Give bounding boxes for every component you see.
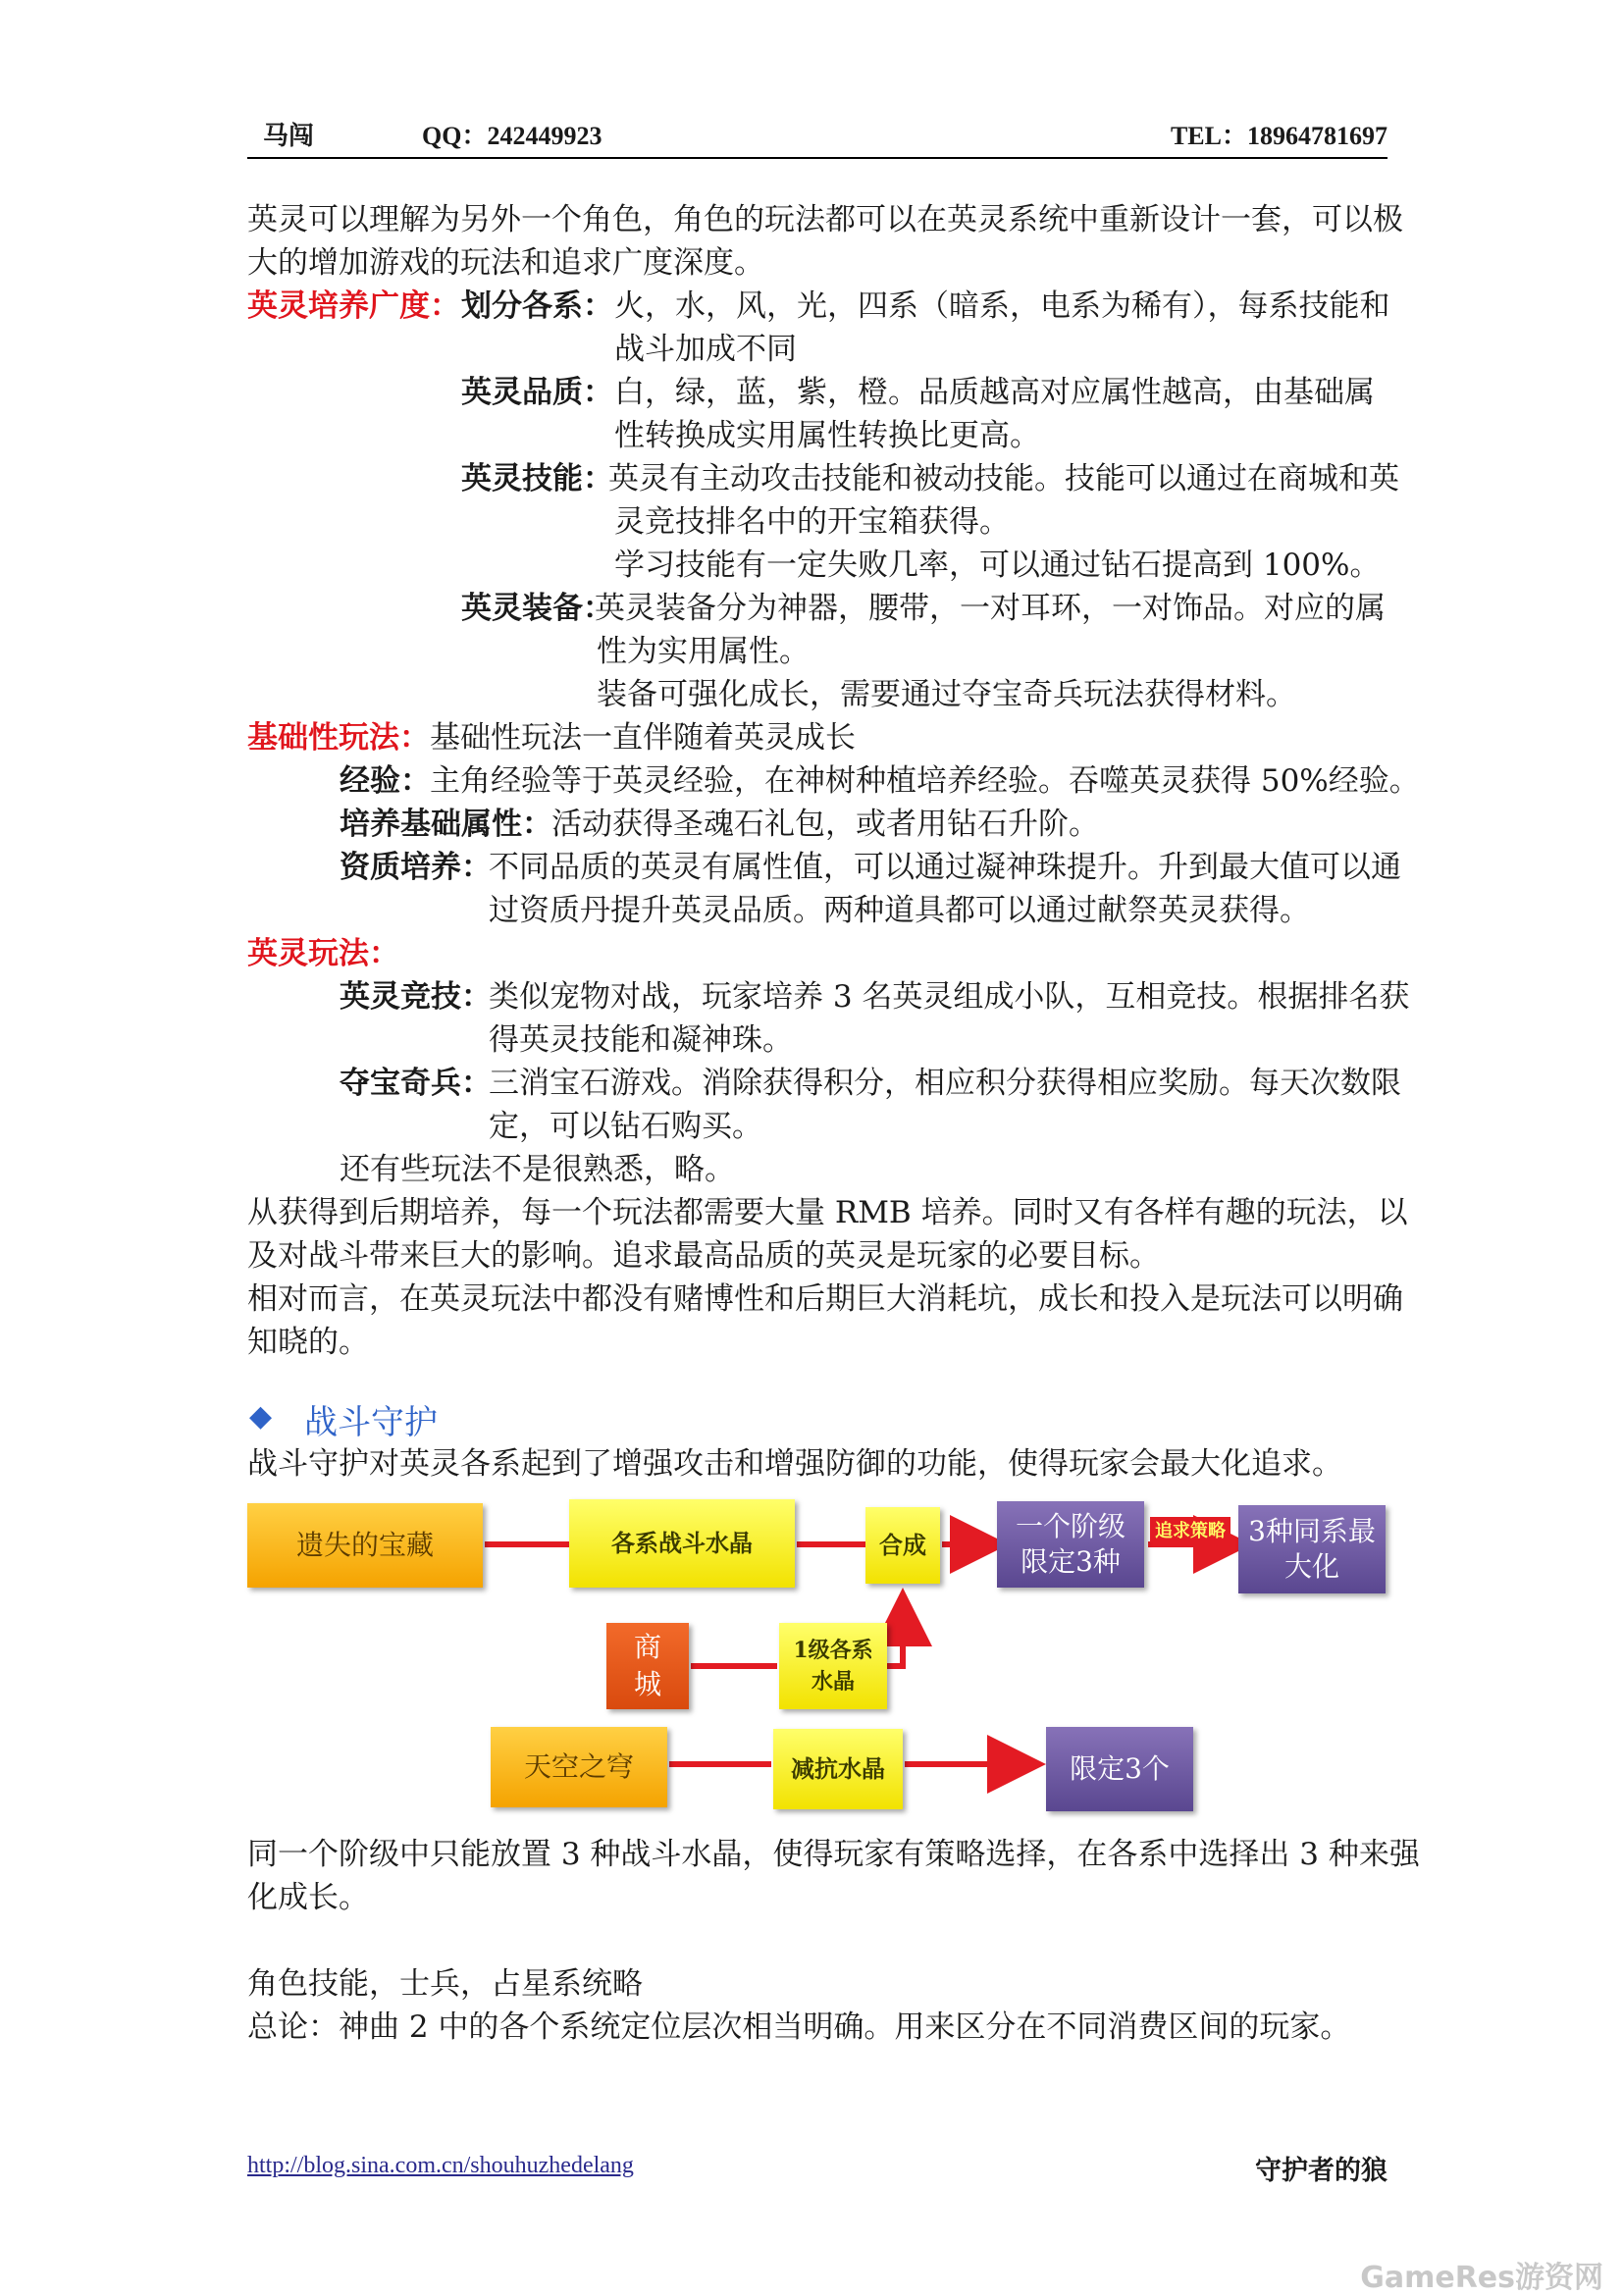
- box-shop: [606, 1623, 689, 1709]
- arrow-lvl1-to-synth: [887, 1605, 903, 1666]
- max-same-line-1: 3种同系最: [1248, 1515, 1376, 1547]
- box-lvl1-crystal: [779, 1623, 887, 1709]
- basic-label-aptitude: 资质培养：: [340, 850, 492, 885]
- play-treasure-line-2: 定，可以钻石购买。: [489, 1109, 762, 1144]
- box-limit-three: 限定3个: [1046, 1727, 1193, 1811]
- play-arena-line-1: 类似宠物对战，玩家培养 3 名英灵组成小队，互相竞技。根据排名获: [489, 979, 1410, 1015]
- breadth-quality-line-2: 性转换成实用属性转换比更高。: [614, 418, 1040, 453]
- basic-exp-line-1: 主角经验等于英灵经验，在神树种植培养经验。吞噬英灵获得 50%经验。: [430, 763, 1420, 799]
- box-resist-crystal: 减抗水晶: [773, 1729, 903, 1809]
- basic-heading-text: 基础性玩法一直伴随着英灵成长: [430, 720, 856, 756]
- lvl1-line-2: 水晶: [811, 1669, 855, 1695]
- stage-limit-line-1: 一个阶级: [1015, 1510, 1126, 1542]
- breadth-equipment-line-1: 英灵装备分为神器，腰带，一对耳环，一对饰品。对应的属: [595, 591, 1386, 626]
- diamond-bullet-icon: ◆: [249, 1399, 273, 1434]
- after-line-1: 同一个阶级中只能放置 3 种战斗水晶，使得玩家有策略选择，在各系中选择出 3 种来强: [247, 1837, 1420, 1872]
- battle-guard-title: 战斗守护: [304, 1403, 438, 1442]
- breadth-label-elements: 划分各系：: [461, 288, 613, 324]
- breadth-equipment-line-2: 性为实用属性。: [597, 634, 810, 669]
- shop-line-1: 商: [633, 1631, 661, 1663]
- box-lost-treasure: 遗失的宝藏: [247, 1503, 483, 1588]
- author-name: 马闯: [263, 122, 315, 150]
- basic-aptitude-line-2: 过资质丹提升英灵品质。两种道具都可以通过献祭英灵获得。: [489, 893, 1310, 928]
- lvl1-line-1: 1级各系: [793, 1638, 873, 1663]
- after-line-3: 角色技能，士兵，占星系统略: [247, 1966, 643, 2002]
- breadth-label-quality: 英灵品质：: [461, 375, 613, 410]
- basic-attributes-line-1: 活动获得圣魂石礼包，或者用钻石升阶。: [551, 807, 1099, 842]
- breadth-skills-line-2: 灵竞技排名中的开宝箱获得。: [614, 504, 1010, 540]
- intro-line-1: 英灵可以理解为另外一个角色，角色的玩法都可以在英灵系统中重新设计一套，可以极: [247, 202, 1403, 237]
- footer-author: 守护者的狼: [1255, 2156, 1387, 2186]
- qq-number: QQ：242449923: [422, 122, 602, 150]
- breadth-label-skills: 英灵技能：: [461, 461, 613, 496]
- box-synthesize: 合成: [865, 1507, 940, 1584]
- breadth-quality-line-1: 白，绿，蓝，紫，橙。品质越高对应属性越高，由基础属: [614, 375, 1375, 410]
- tel-number: TEL：18964781697: [1170, 122, 1387, 150]
- basic-label-exp: 经验：: [340, 763, 431, 799]
- breadth-skills-line-1: 英灵有主动攻击技能和被动技能。技能可以通过在商城和英: [608, 461, 1399, 496]
- play-label-arena: 英灵竞技：: [340, 979, 492, 1015]
- intro-line-2: 大的增加游戏的玩法和追求广度深度。: [247, 245, 764, 281]
- play-label-treasure: 夺宝奇兵：: [340, 1066, 492, 1101]
- after-line-2: 化成长。: [247, 1880, 369, 1915]
- box-sky: 天空之穹: [491, 1727, 667, 1807]
- summary-p1-line-1: 从获得到后期培养，每一个玩法都需要大量 RMB 培养。同时又有各样有趣的玩法，以: [247, 1195, 1408, 1230]
- box-battle-crystals: 各系战斗水晶: [569, 1499, 795, 1588]
- breadth-label-equipment: 英灵装备：: [461, 591, 613, 626]
- strategy-tag: 追求策略: [1150, 1517, 1230, 1542]
- play-extra: 还有些玩法不是很熟悉，略。: [340, 1152, 735, 1187]
- basic-heading: 基础性玩法：: [247, 720, 430, 756]
- box-max-same: [1238, 1505, 1386, 1593]
- summary-p1-line-2: 及对战斗带来巨大的影响。追求最高品质的英灵是玩家的必要目标。: [247, 1238, 1160, 1274]
- blog-link[interactable]: http://blog.sina.com.cn/shouhuzhedelang: [247, 2153, 634, 2178]
- play-heading: 英灵玩法：: [247, 936, 399, 971]
- shop-line-2: 城: [633, 1668, 661, 1700]
- summary-p2-line-1: 相对而言，在英灵玩法中都没有赌博性和后期巨大消耗坑，成长和投入是玩法可以明确: [247, 1281, 1403, 1317]
- play-treasure-line-1: 三消宝石游戏。消除获得积分，相应积分获得相应奖励。每天次数限: [489, 1066, 1401, 1101]
- box-stage-limit: [997, 1501, 1144, 1588]
- watermark-logo: GameRes游资网: [1360, 2261, 1603, 2295]
- basic-aptitude-line-1: 不同品质的英灵有属性值，可以通过凝神珠提升。升到最大值可以通: [489, 850, 1401, 885]
- breadth-heading: 英灵培养广度：: [247, 288, 460, 324]
- play-arena-line-2: 得英灵技能和凝神珠。: [489, 1022, 793, 1058]
- breadth-elements-line-1: 火，水，风，光，四系（暗系，电系为稀有），每系技能和: [614, 288, 1390, 324]
- breadth-equipment-line-3: 装备可强化成长，需要通过夺宝奇兵玩法获得材料。: [597, 677, 1296, 712]
- after-line-4: 总论：神曲 2 中的各个系统定位层次相当明确。用来区分在不同消费区间的玩家。: [247, 2009, 1351, 2045]
- breadth-skills-line-3: 学习技能有一定失败几率，可以通过钻石提高到 100%。: [614, 548, 1381, 583]
- breadth-elements-line-2: 战斗加成不同: [614, 332, 797, 367]
- battle-guard-desc: 战斗守护对英灵各系起到了增强攻击和增强防御的功能，使得玩家会最大化追求。: [247, 1446, 1342, 1482]
- summary-p2-line-2: 知晓的。: [247, 1325, 369, 1360]
- stage-limit-line-2: 限定3种: [1021, 1545, 1121, 1578]
- basic-label-attributes: 培养基础属性：: [340, 807, 552, 842]
- max-same-line-2: 大化: [1283, 1550, 1339, 1583]
